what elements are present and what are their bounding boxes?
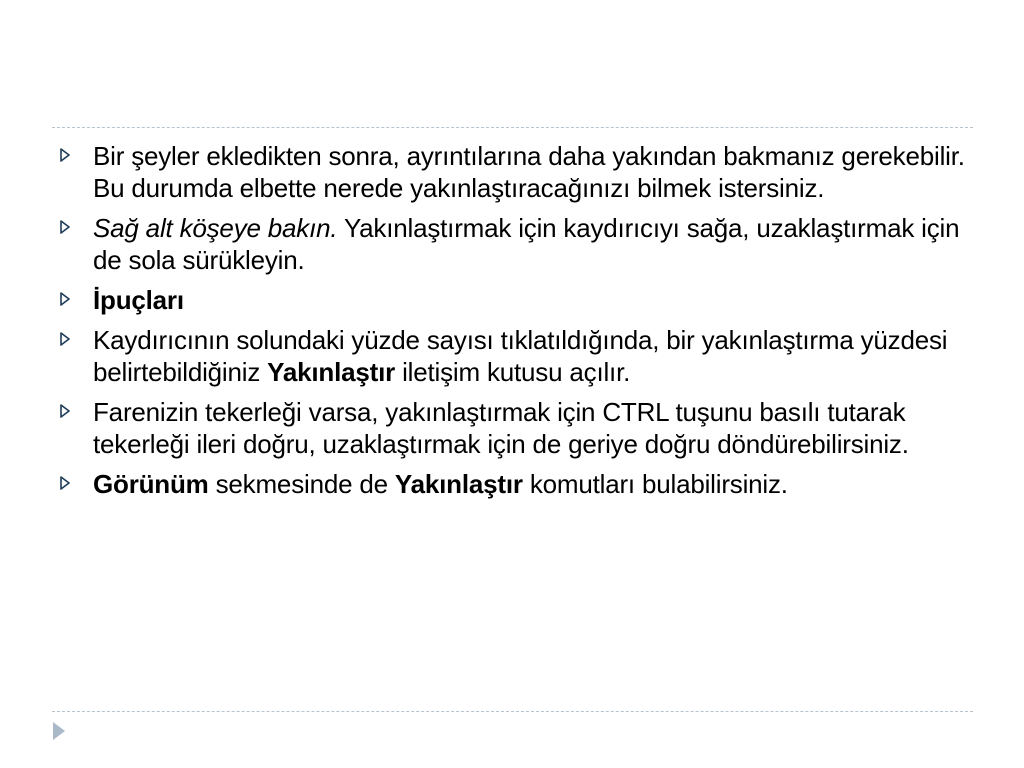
bullet-4-after: iletişim kutusu açılır. [395,357,631,387]
bullet-6-bold2: Yakınlaştır [394,469,523,499]
bullet-item-2 [60,212,975,276]
bullet-text [93,324,975,388]
triangle-right-icon [60,284,93,306]
bullet-2-text: Yakınlaştırmak için kaydırıcıyı sağa, uzaklaştırmak için de sola sürükleyin. [93,213,960,275]
bullet-item-1 [60,140,975,204]
bullet-text [93,284,975,316]
bullet-text [93,212,975,276]
bullet-text [93,396,975,460]
bullet-text [93,468,975,500]
bullet-2-italic: Sağ alt köşeye bakın. [93,213,338,243]
triangle-right-icon [60,212,93,234]
bottom-divider [52,711,973,712]
bullet-4-bold: Yakınlaştır [267,357,396,387]
bullet-1-text: Bir şeyler ekledikten sonra, ayrıntılarına daha yakından bakmanız gerekebilir. Bu durumda elbette nerede yakınlaştıracağınızı bilmek istersiniz. [93,141,965,203]
bullet-3-heading: İpuçları [93,285,184,315]
bullet-6-bold1: Görünüm [93,469,209,499]
triangle-right-icon [60,324,93,346]
bullet-item-3 [60,284,975,316]
bullet-4-before: Kaydırıcının solundaki yüzde sayısı tıklatıldığında, bir yakınlaştırma yüzdesi belirtebildiğiniz [93,325,948,387]
bullet-item-5 [60,396,975,460]
bullet-6-after: komutları bulabilirsiniz. [522,469,788,499]
bullet-5-text: Farenizin tekerleği varsa, yakınlaştırmak için CTRL tuşunu basılı tutarak tekerleği ileri doğru, uzaklaştırmak için de geriye doğru döndürebilirsiniz. [93,397,909,459]
top-divider [52,127,973,128]
triangle-right-icon [60,140,93,162]
bullet-item-4 [60,324,975,388]
slide-content [60,140,975,508]
triangle-right-icon [60,468,93,490]
bullet-item-6 [60,468,975,500]
triangle-right-icon [60,396,93,418]
bullet-6-middle: sekmesinde de [208,469,395,499]
bullet-text [93,140,975,204]
play-icon[interactable] [51,720,67,747]
